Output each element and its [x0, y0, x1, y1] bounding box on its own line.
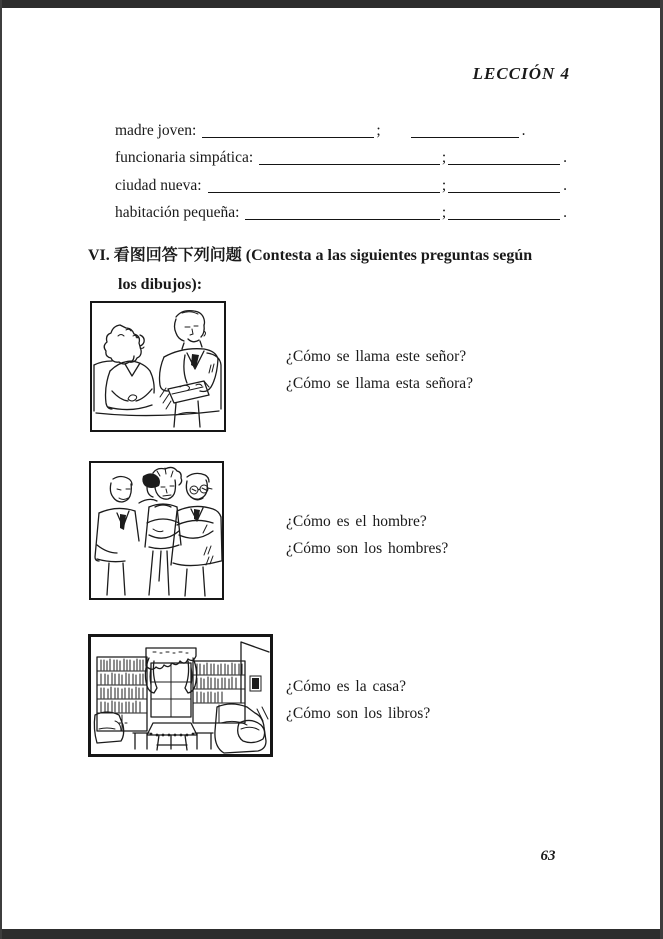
answer-blank: [245, 215, 439, 220]
separator: ;: [441, 204, 447, 221]
section-heading-line1: VI. 看图回答下列问题 (Contesta a las siguientes preguntas según: [88, 247, 533, 264]
lesson-title: LECCIÓN 4: [472, 64, 570, 83]
page-number: 63: [540, 848, 556, 864]
question: ¿Cómo son los libros?: [286, 704, 431, 722]
answer-blank: [202, 133, 374, 138]
fill-in-row: [115, 195, 567, 223]
exercise-1-questions: [286, 344, 473, 397]
question: ¿Cómo se llama este señor?: [286, 348, 467, 365]
scan-border-top: [0, 0, 663, 8]
fill-in-label: habitación pequeña:: [115, 204, 240, 221]
terminator: .: [563, 204, 567, 221]
illustration-group-of-men: [89, 461, 224, 600]
fill-in-label: ciudad nueva:: [115, 176, 202, 194]
separator: ;: [376, 121, 381, 139]
question: ¿Cómo son los hombres?: [286, 539, 449, 557]
question: ¿Cómo es la casa?: [286, 678, 407, 695]
fill-in-label: funcionaria simpática:: [115, 149, 254, 166]
exercise-3-questions: [286, 674, 430, 727]
answer-blank: [448, 215, 560, 220]
scan-border-left: [0, 0, 2, 939]
group-of-men-drawing: [91, 463, 222, 598]
section-vi-heading: [88, 242, 583, 299]
living-room-drawing: [91, 637, 270, 754]
question: ¿Cómo es el hombre?: [286, 513, 427, 530]
fill-in-exercise: [115, 112, 567, 222]
answer-blank: [448, 160, 560, 165]
fill-in-row: [115, 167, 567, 195]
terminator: .: [563, 149, 567, 166]
terminator: .: [563, 176, 567, 194]
exercise-2-questions: [286, 509, 448, 562]
answer-blank: [208, 188, 440, 193]
terminator: .: [521, 121, 526, 139]
illustration-living-room: [88, 634, 273, 757]
separator: ;: [441, 149, 447, 166]
illustration-couple-on-sofa: [90, 301, 226, 432]
answer-blank: [259, 160, 440, 165]
section-heading-line2: los dibujos):: [118, 275, 203, 293]
couple-on-sofa-drawing: [92, 303, 224, 430]
separator: ;: [441, 176, 447, 194]
fill-in-row: [115, 140, 567, 168]
answer-blank: [448, 188, 560, 193]
answer-blank: [411, 133, 519, 138]
fill-in-label: madre joven:: [115, 121, 197, 139]
question: ¿Cómo se llama esta señora?: [286, 374, 474, 392]
fill-in-row: [115, 112, 567, 140]
scan-border-bottom: [0, 929, 663, 939]
